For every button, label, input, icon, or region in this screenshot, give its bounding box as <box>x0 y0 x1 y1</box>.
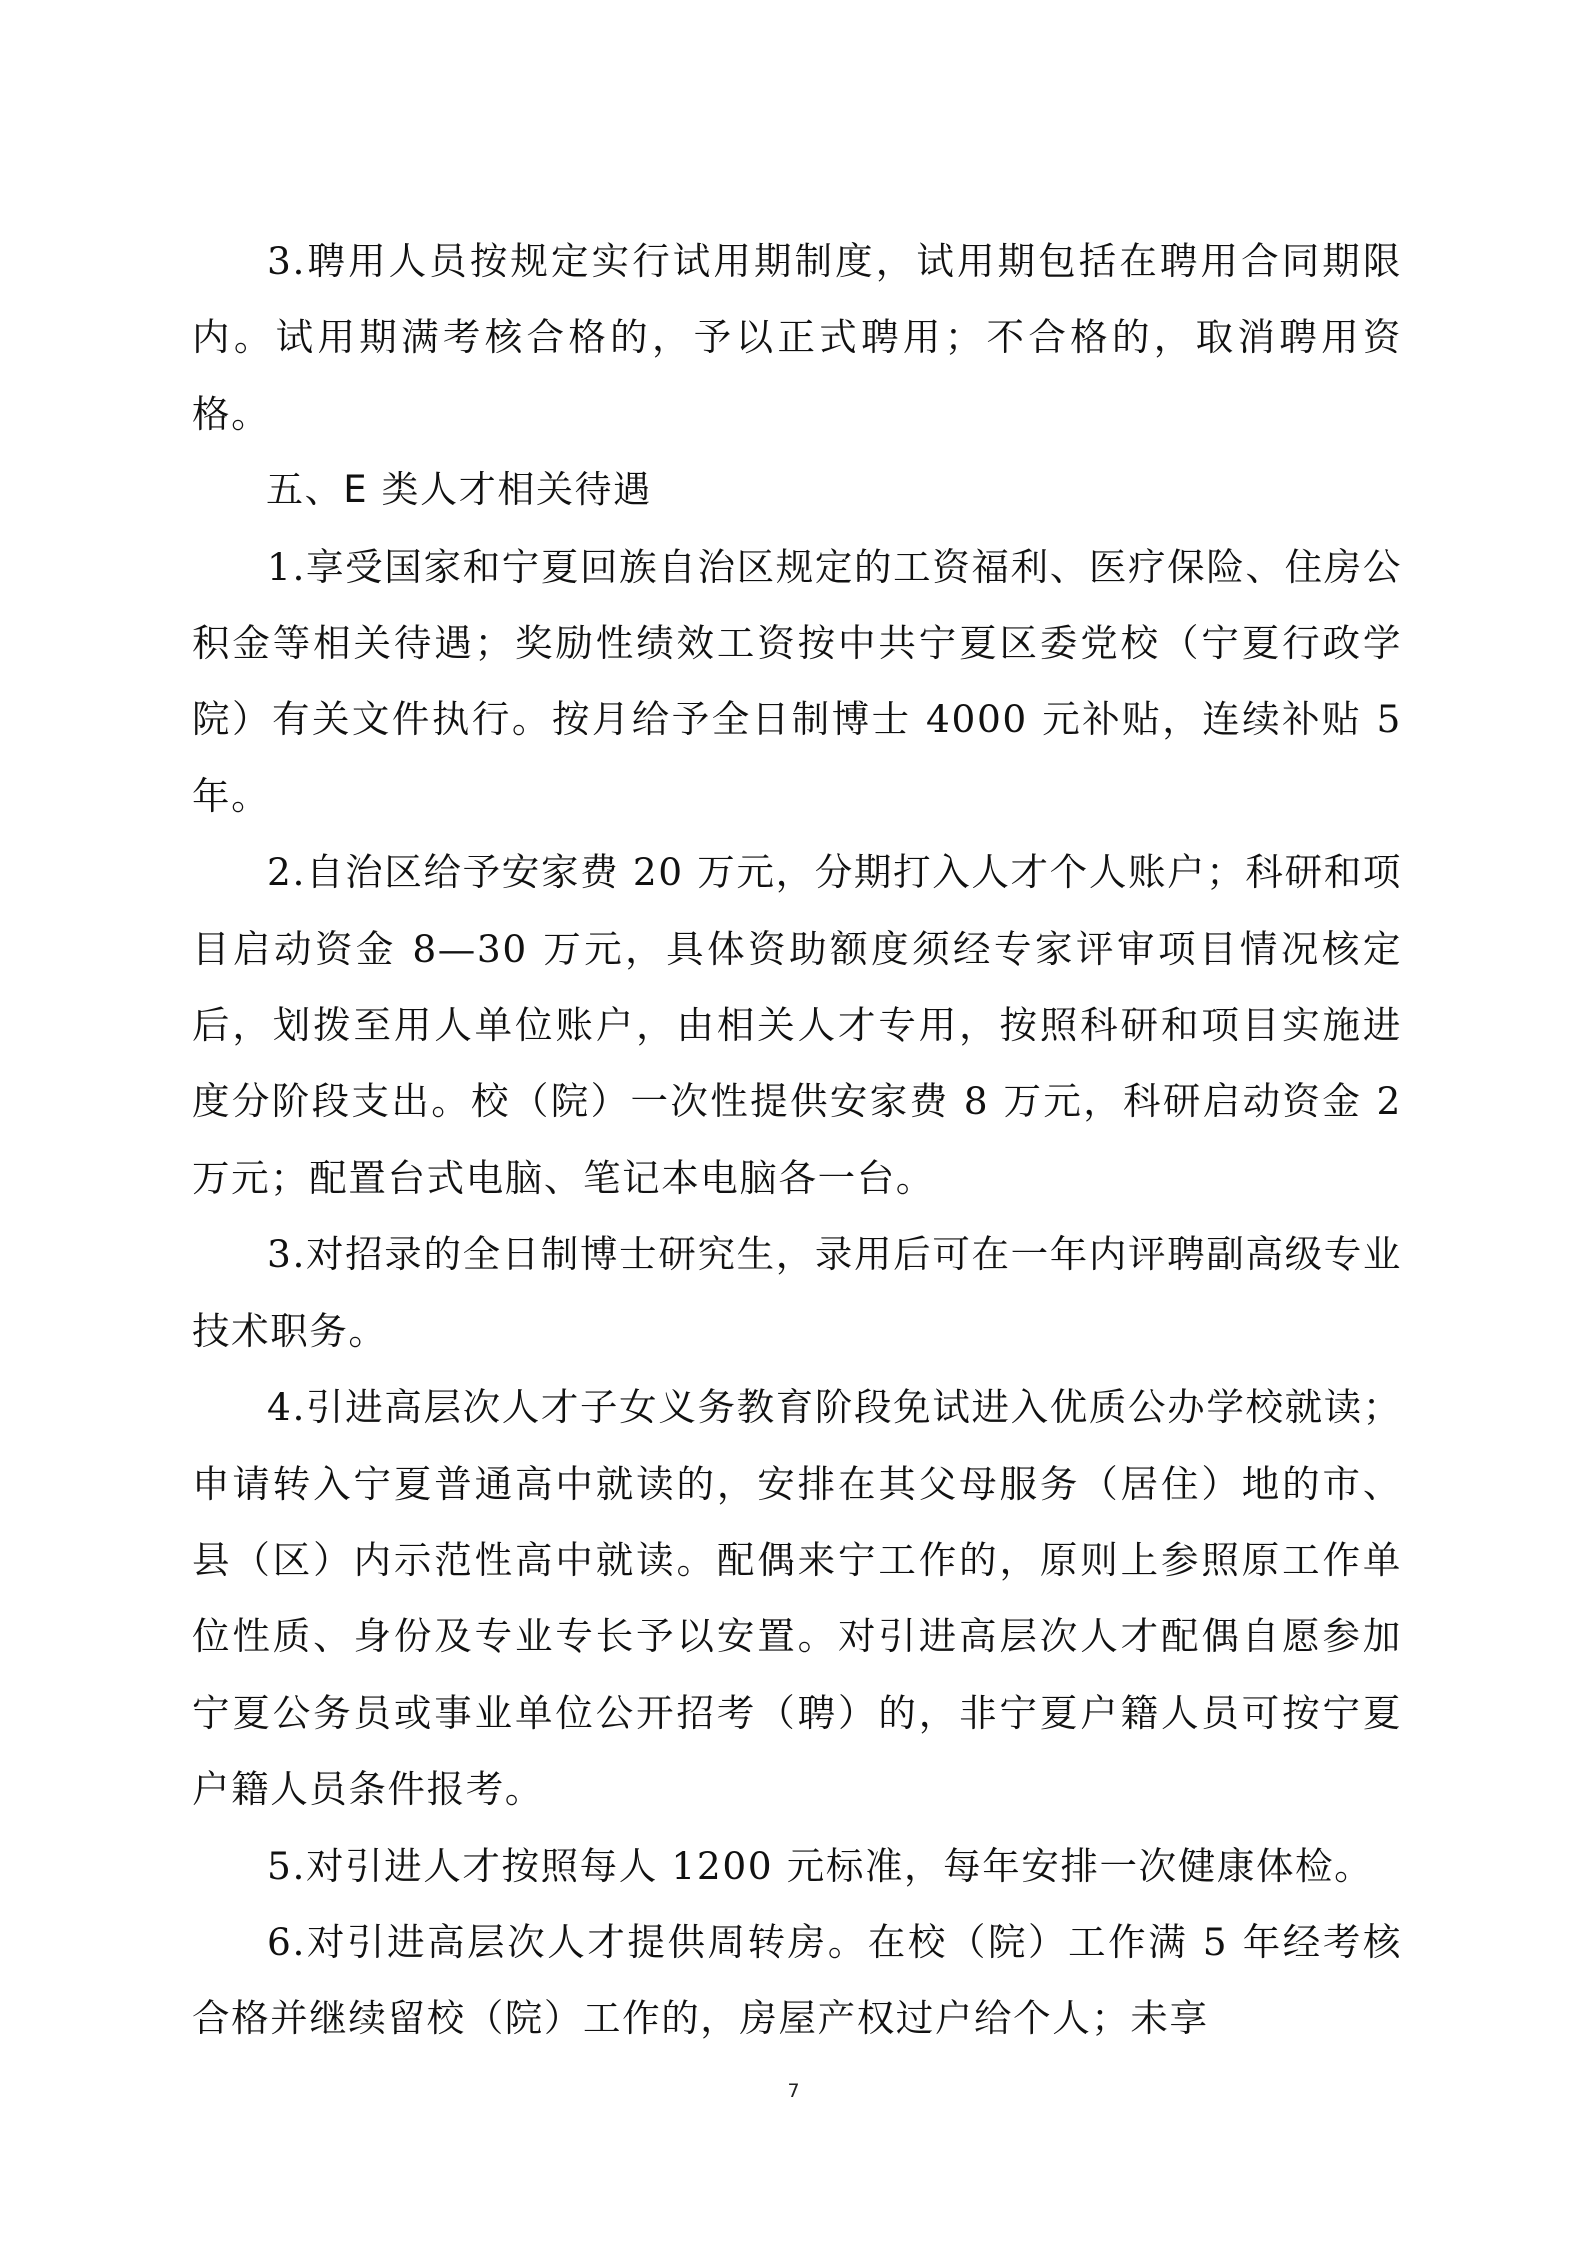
paragraph-benefit-2: 2.自治区给予安家费 20 万元，分期打入人才个人账户；科研和项目启动资金 8—30 万元，具体资助额度须经专家评审项目情况核定后，划拨至用人单位账户，由相关人才专用，按照科研和项目实施进度分阶段支出。校（院）一次性提供安家费 8 万元，科研启动资金 2 万元；配置台式电脑、笔记本电脑各一台。 <box>192 850 1402 1200</box>
paragraph-benefit-1: 1.享受国家和宁夏回族自治区规定的工资福利、医疗保险、住房公积金等相关待遇；奖励性绩效工资按中共宁夏区委党校（宁夏行政学院）有关文件执行。按月给予全日制博士 4000 元补贴，连续补贴 5 年。 <box>192 544 1402 818</box>
paragraph-probation: 3.聘用人员按规定实行试用期制度，试用期包括在聘用合同期限内。试用期满考核合格的，予以正式聘用；不合格的，取消聘用资格。 <box>192 239 1402 436</box>
paragraph-benefit-6: 6.对引进高层次人才提供周转房。在校（院）工作满 5 年经考核合格并继续留校（院）工作的，房屋产权过户给个人；未享 <box>192 1919 1402 2041</box>
paragraph-benefit-3: 3.对招录的全日制博士研究生，录用后可在一年内评聘副高级专业技术职务。 <box>192 1232 1402 1353</box>
section-heading-e-class-benefits: 五、E 类人才相关待遇 <box>266 468 652 512</box>
paragraph-benefit-5: 5.对引进人才按照每人 1200 元标准，每年安排一次健康体检。 <box>267 1843 1374 1888</box>
document-body <box>192 223 1402 2057</box>
page-number: 7 <box>787 2080 800 2102</box>
paragraph-benefit-4: 4.引进高层次人才子女义务教育阶段免试进入优质公办学校就读；申请转入宁夏普通高中就读的，安排在其父母服务（居住）地的市、县（区）内示范性高中就读。配偶来宁工作的，原则上参照原工作单位性质、身份及专业专长予以安置。对引进高层次人才配偶自愿参加宁夏公务员或事业单位公开招考（聘）的，非宁夏户籍人员可按宁夏户籍人员条件报考。 <box>192 1385 1402 1812</box>
